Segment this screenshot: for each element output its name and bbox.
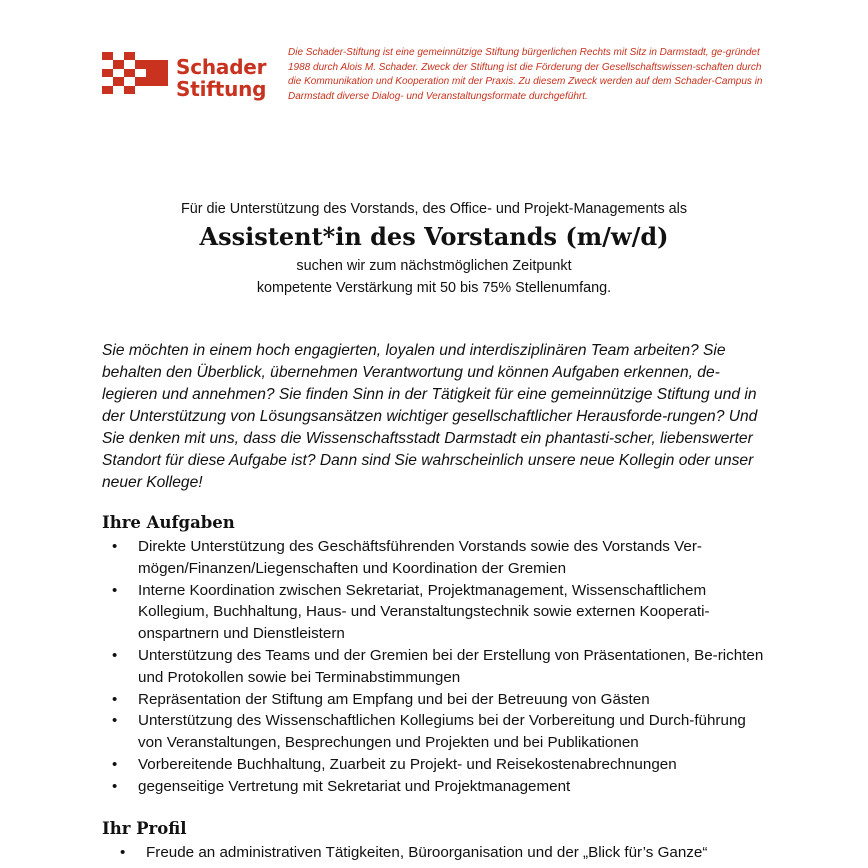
list-item: • Repräsentation der Stiftung am Empfang und bei der Betreuung von Gästen	[102, 689, 770, 711]
list-item: • Direkte Unterstützung des Geschäftsführenden Vorstands sowie des Vorstands Ver-mögen/Finanzen/Liegenschaften und Koordination der Gremien	[102, 536, 770, 580]
tasks-heading: Ihre Aufgaben	[102, 513, 235, 532]
list-item: • Unterstützung des Teams und der Gremien bei der Erstellung von Präsentationen, Be-richten und Protokollen sowie bei Terminabstimmungen	[102, 645, 770, 689]
foundation-tagline: Die Schader-Stiftung ist eine gemeinnützige Stiftung bürgerlichen Rechts mit Sitz in Darmstadt, ge-gründet 1988 durch Alois M. Schader. Zweck der Stiftung ist die Förderung der Gesellschaftswissen-schaften durch die Kommunikation und Kooperation mit der Praxis. Zu diesem Zweck werden auf dem Schader-Campus in Darmstadt diverse Dialog- und Veranstaltungsformate durchgeführt.	[288, 47, 763, 103]
schader-logo-mark-icon	[102, 52, 168, 94]
list-item: • gegenseitige Vertretung mit Sekretariat und Projektmanagement	[102, 776, 770, 798]
pitch-paragraph: Sie möchten in einem hoch engagierten, loyalen und interdisziplinären Team arbeiten? Sie behalten den Überblick, übernehmen Verantwortung und können Aufgaben erkennen, de-legieren und annehmen? Sie finden Sinn in der Tätigkeit für eine gemeinnützige Stiftung und in der Unterstützung von Lösungsansätzen wichtiger gesellschaftlicher Herausforde-rungen? Und Sie denken mit uns, dass die Wissenschaftsstadt Darmstadt ein phantasti-scher, liebenswerter Standort für diese Aufgabe ist? Dann sind Sie wahrscheinlich unsere neue Kollegin oder unser neuer Kollege!	[102, 342, 758, 491]
intro-scope: kompetente Verstärkung mit 50 bis 75% Stellenumfang.	[256, 280, 612, 296]
logo-line-1: Schader	[176, 55, 267, 79]
list-item: • Freude an administrativen Tätigkeiten, Büroorganisation und der „Blick für’s Ganze“	[102, 842, 770, 864]
list-item: • Unterstützung des Wissenschaftlichen Kollegiums bei der Vorbereitung und Durch-führung von Veranstaltungen, Besprechungen und Projekten und bei Publikationen	[102, 710, 770, 754]
job-intro	[0, 200, 868, 299]
letterhead	[0, 0, 868, 150]
intro-line: Für die Unterstützung des Vorstands, des Office- und Projekt-Managements als	[180, 201, 688, 217]
job-title: Assistent*in des Vorstands (m/w/d)	[199, 222, 669, 251]
list-item: • Vorbereitende Buchhaltung, Zuarbeit zu Projekt- und Reisekostenabrechnungen	[102, 754, 770, 776]
logo-wordmark	[176, 56, 266, 100]
profile-list	[102, 842, 770, 864]
list-item: • Interne Koordination zwischen Sekretariat, Projektmanagement, Wissenschaftlichem Kollegium, Buchhaltung, Haus- und Veranstaltungstechnik sowie externen Kooperati-onspartnern und Dienstleistern	[102, 580, 770, 645]
profile-heading: Ihr Profil	[102, 819, 187, 838]
logo-line-2: Stiftung	[176, 77, 267, 101]
tasks-list	[102, 536, 770, 798]
intro-subline: suchen wir zum nächstmöglichen Zeitpunkt	[296, 258, 572, 274]
